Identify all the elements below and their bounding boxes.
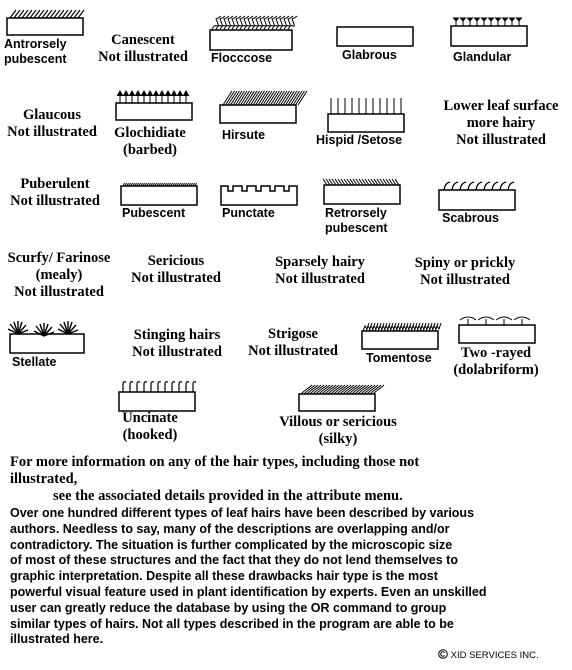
label-puberulent: Puberulent Not illustrated xyxy=(10,176,100,209)
retrorsely-pubescent-illustration xyxy=(323,178,403,208)
label-scabrous: Scabrous xyxy=(442,211,499,225)
glandular-illustration xyxy=(450,14,530,50)
footnote: For more information on any of the hair types, including those not illustrated, see the associated details provided in the attribute menu. xyxy=(10,454,420,504)
glochidiate-illustration xyxy=(115,90,195,124)
label-sparsely-hairy: Sparsely hairy Not illustrated xyxy=(275,254,365,287)
hirsute-illustration xyxy=(219,89,299,127)
label-glabrous: Glabrous xyxy=(342,48,397,62)
label-sericious: Sericious Not illustrated xyxy=(131,253,221,286)
copyright-notice: XID SERVICES INC. xyxy=(438,649,539,661)
uncinate-illustration xyxy=(118,380,198,414)
label-glochidiate: Glochidiate (barbed) xyxy=(114,125,186,158)
pubescent-illustration xyxy=(120,182,200,208)
label-glaucous: Glaucous Not illustrated xyxy=(7,107,97,140)
label-retrorsely-pubescent: Retrorsely pubescent xyxy=(325,206,388,235)
two-rayed-illustration xyxy=(458,314,538,346)
label-floccose: Flocccose xyxy=(211,51,273,65)
scabrous-illustration xyxy=(438,180,518,214)
label-two-rayed: Two -rayed (dolabriform) xyxy=(453,345,539,378)
label-stellate: Stellate xyxy=(12,355,57,369)
label-glandular: Glandular xyxy=(453,50,512,64)
label-villous-or-sericious: Villous or sericious (silky) xyxy=(279,414,397,447)
label-punctate: Punctate xyxy=(222,206,275,220)
label-uncinate: Uncinate (hooked) xyxy=(122,410,178,443)
copyright-icon xyxy=(438,649,448,659)
antrorsely-pubescent-illustration xyxy=(6,8,86,38)
label-stinging-hairs: Stinging hairs Not illustrated xyxy=(132,327,222,360)
tomentose-illustration xyxy=(361,321,441,351)
punctate-illustration xyxy=(220,182,300,208)
floccose-illustration xyxy=(209,16,295,52)
label-canescent: Canescent Not illustrated xyxy=(98,32,188,65)
description-paragraph: Over one hundred different types of leaf hairs have been described by various authors. Needless to say, many of the descriptions are overlapping and/or contradictory. The situation is further complicated by the microscopic size of most of these structures and the fact that they do not lend themselves to graphic interpretation. Despite all these drawbacks hair type is the most powerful visual feature used in plant identification by experts. Even an unskilled user can greatly reduce the database by using the OR command to group similar types of hairs. Not all types described in the program are able to be illustrated here. xyxy=(10,506,487,647)
label-tomentose: Tomentose xyxy=(366,351,432,365)
stellate-illustration xyxy=(8,316,88,356)
glabrous-illustration xyxy=(336,26,416,50)
label-scurfy-farinose: Scurfy/ Farinose (mealy) Not illustrated xyxy=(7,250,111,300)
label-hispid-setose: Hispid /Setose xyxy=(316,133,403,147)
label-hirsute: Hirsute xyxy=(222,128,266,142)
label-strigose: Strigose Not illustrated xyxy=(248,326,338,359)
villous-illustration xyxy=(298,384,378,414)
hispid-setose-illustration xyxy=(327,96,407,136)
label-lower-leaf-surface: Lower leaf surface more hairy Not illustrated xyxy=(443,98,559,148)
label-spiny-or-prickly: Spiny or prickly Not illustrated xyxy=(414,255,516,288)
label-pubescent: Pubescent xyxy=(122,206,186,220)
label-antrorsely-pubescent: Antrorsely pubescent xyxy=(4,37,67,66)
